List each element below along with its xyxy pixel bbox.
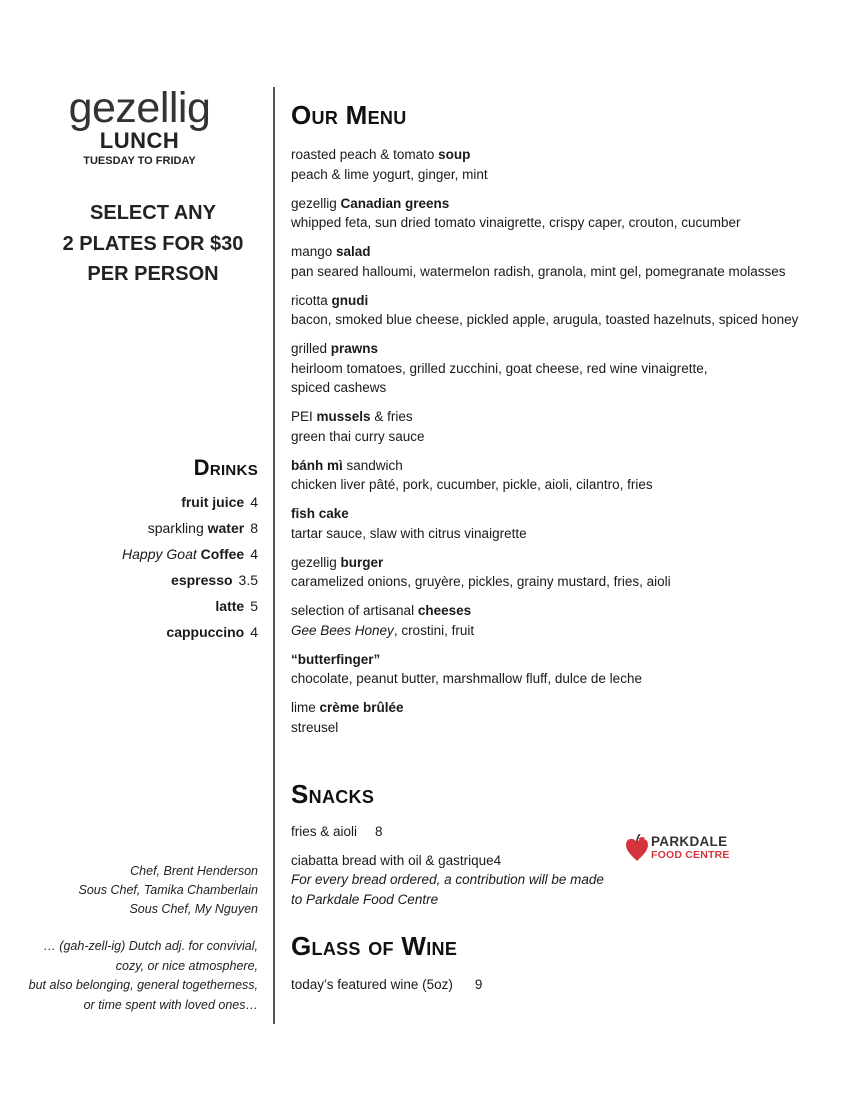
drink-item xyxy=(122,490,258,516)
dish-prefix: lime xyxy=(291,700,320,715)
dish-description: green thai curry sauce xyxy=(291,428,425,444)
wine-name: today’s featured wine (5oz) xyxy=(291,977,453,992)
dish-name: mussels xyxy=(316,409,371,424)
definition-line: cozy, or nice atmosphere, xyxy=(115,958,258,973)
snack-item xyxy=(291,851,604,910)
dish-description: bacon, smoked blue cheese, pickled apple, arugula, toasted hazelnuts, spiced honey xyxy=(291,312,799,327)
promo-line-3: PER PERSON xyxy=(87,263,219,285)
partner-subname: FOOD CENTRE xyxy=(651,849,730,861)
menu-item xyxy=(291,650,836,689)
dish-title xyxy=(291,194,836,214)
dish-description: pan seared halloumi, watermelon radish, granola, mint gel, pomegranate molasses xyxy=(291,263,786,279)
brand-name: gezellig xyxy=(68,84,211,132)
dish-description: spiced cashews xyxy=(291,380,387,395)
dish-title xyxy=(291,407,836,427)
menu-item xyxy=(291,291,836,330)
snacks-list xyxy=(291,822,604,909)
snack-price: 8 xyxy=(375,824,383,839)
promo-line-2: 2 PLATES FOR $30 xyxy=(62,232,244,255)
dish-suffix: sandwich xyxy=(342,457,403,473)
sous-chef-name: Sous Chef, My Nguyen xyxy=(129,902,258,916)
dish-description: tartar sauce, slaw with citrus vinaigrette xyxy=(291,525,527,541)
dish-name: Canadian greens xyxy=(340,195,450,211)
dish-description: streusel xyxy=(291,719,339,735)
dish-prefix: gezellig xyxy=(291,554,341,570)
menu-item xyxy=(291,194,836,233)
dish-prefix: selection of artisanal xyxy=(291,603,418,618)
chef-credits xyxy=(79,862,259,919)
dish-name: crème brûlée xyxy=(319,700,404,715)
menu-heading: Our Menu xyxy=(291,100,407,130)
menu-item xyxy=(291,145,836,184)
dish-description: chicken liver pâté, pork, cucumber, pickle, aioli, cilantro, fries xyxy=(291,477,653,492)
drink-name: latte xyxy=(215,598,245,614)
menu-item xyxy=(291,339,836,398)
donation-note: For every bread ordered, a contribution will be made xyxy=(291,872,604,887)
dish-title xyxy=(291,456,836,476)
right-column xyxy=(291,0,836,1100)
drink-price: 8 xyxy=(250,520,258,536)
dish-description: heirloom tomatoes, grilled zucchini, goat cheese, red wine vinaigrette, xyxy=(291,360,708,376)
drink-name: Coffee xyxy=(200,546,245,562)
drink-price: 4 xyxy=(250,494,258,510)
drinks-heading: Drinks xyxy=(193,455,258,480)
snack-price: 4 xyxy=(493,852,502,868)
lunch-promo xyxy=(0,198,306,290)
restaurant-logo xyxy=(0,86,279,168)
service-label: LUNCH xyxy=(99,128,180,153)
sous-chef-name: Sous Chef, Tamika Chamberlain xyxy=(78,883,258,897)
gezellig-definition xyxy=(29,937,258,1015)
menu-item xyxy=(291,553,836,592)
dish-description: whipped feta, sun dried tomato vinaigrette, crispy caper, crouton, cucumber xyxy=(291,215,741,230)
drink-name: water xyxy=(207,520,245,536)
dish-title xyxy=(291,601,836,621)
wine-heading: Glass of Wine xyxy=(291,931,458,961)
dish-description-rest: , crostini, fruit xyxy=(393,622,475,638)
apple-heart-icon xyxy=(625,834,649,862)
dish-prefix: PEI xyxy=(291,409,317,424)
menu-item xyxy=(291,601,836,640)
column-divider xyxy=(273,87,275,1024)
donation-note: to Parkdale Food Centre xyxy=(291,891,439,907)
dish-name: cheeses xyxy=(417,603,472,618)
wine-item xyxy=(291,975,482,995)
menu-item xyxy=(291,698,836,737)
dish-description xyxy=(291,621,836,641)
dish-title xyxy=(291,145,836,165)
definition-line: … (gah-zell-ig) Dutch adj. for convivial, xyxy=(43,939,258,953)
menu-item xyxy=(291,407,836,446)
service-days: TUESDAY TO FRIDAY xyxy=(83,155,196,167)
drink-price: 3.5 xyxy=(238,572,258,588)
parkdale-food-centre-logo xyxy=(625,832,735,864)
dish-title xyxy=(291,650,836,670)
dish-suffix: & fries xyxy=(370,409,413,424)
menu-list xyxy=(291,145,836,747)
dish-name: “butterfinger” xyxy=(291,651,381,667)
dish-name: soup xyxy=(438,147,471,162)
dish-title xyxy=(291,339,836,359)
dish-title xyxy=(291,504,836,524)
dish-description: chocolate, peanut butter, marshmallow fluff, dulce de leche xyxy=(291,671,642,686)
left-column xyxy=(0,0,274,1100)
dish-title xyxy=(291,698,836,718)
dish-title xyxy=(291,553,836,573)
dish-name: prawns xyxy=(330,341,379,356)
menu-item xyxy=(291,456,836,495)
drink-price: 5 xyxy=(250,598,258,614)
drink-item xyxy=(122,542,258,568)
menu-item xyxy=(291,242,836,281)
drink-name: cappuccino xyxy=(166,624,245,640)
drink-item xyxy=(122,620,258,646)
snack-line xyxy=(291,851,604,871)
dish-title xyxy=(291,291,836,311)
drinks-list xyxy=(122,490,258,646)
drink-price: 4 xyxy=(250,546,258,562)
definition-line: but also belonging, general togetherness, xyxy=(28,978,258,992)
drink-item xyxy=(122,594,258,620)
partner-name: PARKDALE xyxy=(651,834,728,849)
dish-prefix: gezellig xyxy=(291,195,341,211)
drink-name: espresso xyxy=(171,572,233,588)
snack-name: ciabatta bread with oil & gastrique xyxy=(291,852,494,868)
dish-description: caramelized onions, gruyère, pickles, grainy mustard, fries, aioli xyxy=(291,574,671,589)
chef-name: Chef, Brent Henderson xyxy=(130,864,258,878)
menu-item xyxy=(291,504,836,543)
dish-prefix: mango xyxy=(291,244,337,259)
definition-line: or time spent with loved ones… xyxy=(83,997,258,1012)
snacks-heading: Snacks xyxy=(291,779,375,809)
drink-name: fruit juice xyxy=(181,494,245,510)
honey-brand: Gee Bees Honey xyxy=(291,622,394,638)
snack-name: fries & aioli xyxy=(291,824,358,839)
dish-name: salad xyxy=(336,244,371,259)
drink-price: 4 xyxy=(250,624,258,640)
drink-brand: Happy Goat xyxy=(122,546,201,562)
drink-item xyxy=(122,568,258,594)
dish-name: bánh mì xyxy=(291,457,343,473)
drink-item xyxy=(122,516,258,542)
dish-name: gnudi xyxy=(331,292,369,308)
dish-prefix: roasted peach & tomato xyxy=(291,147,439,162)
dish-description: peach & lime yogurt, ginger, mint xyxy=(291,166,488,182)
drink-prefix: sparkling xyxy=(147,520,208,536)
dish-prefix: grilled xyxy=(291,341,331,356)
snack-item xyxy=(291,822,604,842)
dish-name: burger xyxy=(340,554,384,570)
dish-title xyxy=(291,242,836,262)
dish-name: fish cake xyxy=(291,506,349,521)
dish-prefix: ricotta xyxy=(291,292,332,308)
promo-line-1: SELECT ANY xyxy=(90,202,216,224)
wine-price: 9 xyxy=(474,977,483,992)
